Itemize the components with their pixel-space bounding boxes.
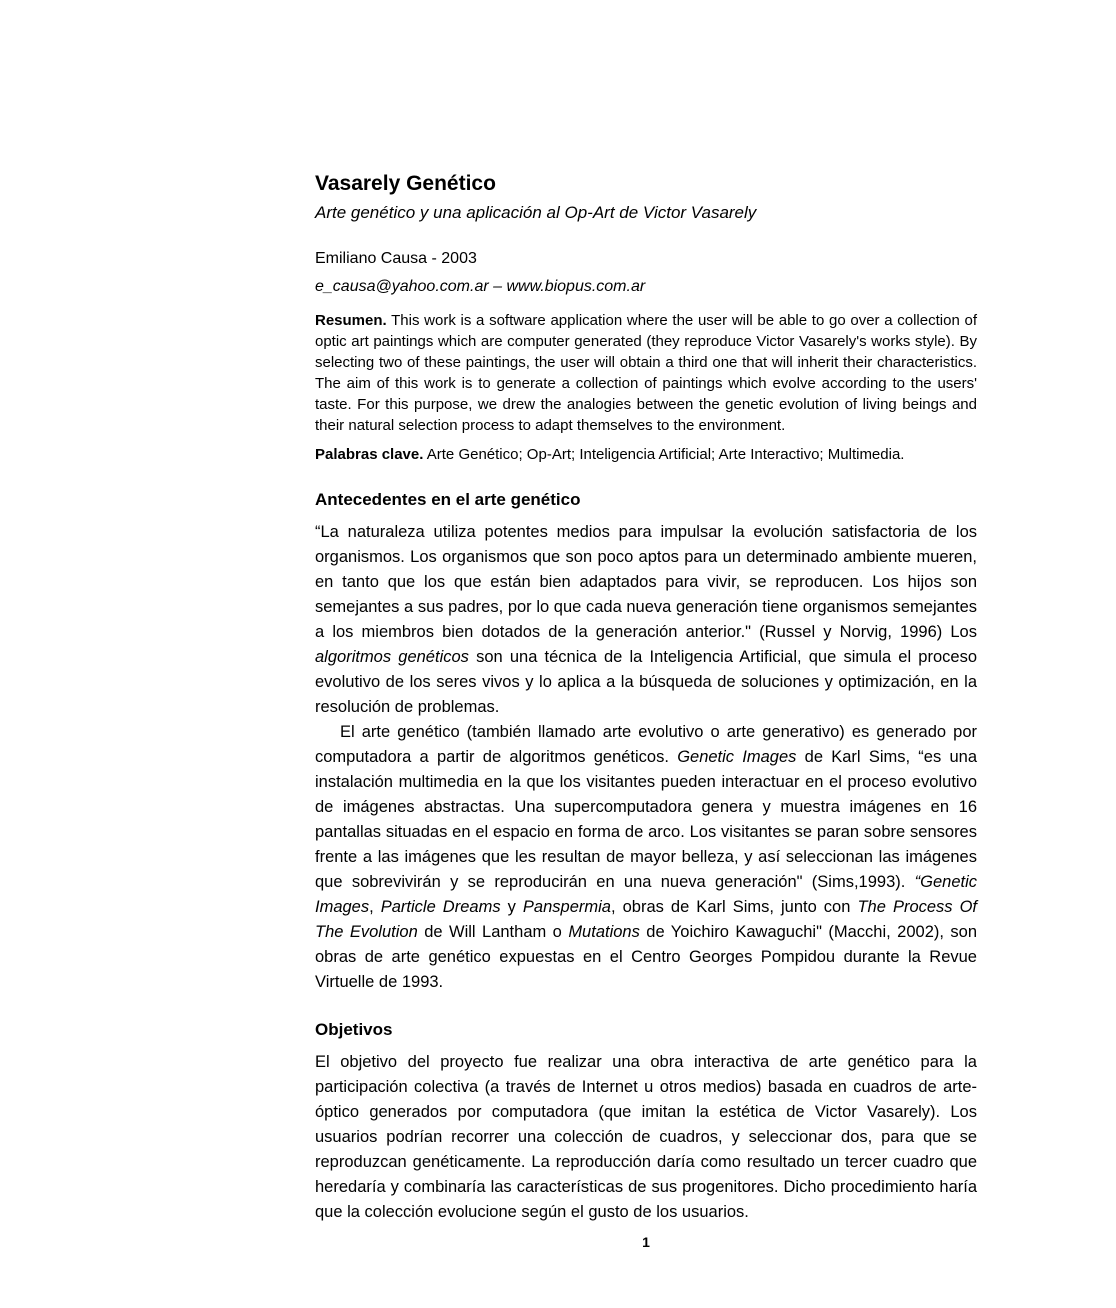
page-number: 1 <box>642 1234 650 1250</box>
italic-text-run: Mutations <box>568 923 640 941</box>
text-run: El objetivo del proyecto fue realizar una obra interactiva de arte genético para la participación colectiva (a través de Internet u otros medios) basada en cuadros de arte-óptico generados por computadora (que imitan la estética de Victor Vasarely). Los usuarios podrían recorrer una colección de cuadros, y seleccionar dos, para que se reproduzcan genéticamente. La reproducción daría como resultado un tercer cuadro que heredaría y combinaría las características de sus progenitores. Dicho procedimiento haría que la colección evolucione según el gusto de los usuarios. <box>315 1053 977 1221</box>
body-paragraph <box>315 720 977 995</box>
abstract-label: Resumen. <box>315 312 387 329</box>
text-run: de Yoichiro Kawaguchi" (Macchi, 2002), son obras de arte genético expuestas en el Centro Georges Pompidou durante la Revue Virtuelle de 1993. <box>315 923 977 991</box>
italic-text-run: Particle Dreams <box>380 898 501 916</box>
italic-text-run: algoritmos genéticos <box>315 648 469 666</box>
body-paragraph <box>315 1050 977 1225</box>
italic-text-run: The Process Of The Evolution <box>315 898 978 941</box>
document-subtitle: Arte genético y una aplicación al Op-Art de Victor Vasarely <box>315 203 757 222</box>
section-heading-1: Objetivos <box>315 1020 393 1039</box>
keywords-paragraph <box>315 444 977 465</box>
text-run: de Will Lantham o <box>417 923 569 941</box>
italic-text-run: “Genetic Images <box>315 873 977 916</box>
body-paragraph <box>315 520 977 720</box>
section-heading-0: Antecedentes en el arte genético <box>315 490 581 509</box>
author-line: Emiliano Causa - 2003 <box>315 250 477 267</box>
text-run: El arte genético (también llamado arte evolutivo o arte generativo) es generado por computadora a partir de algoritmos genéticos. <box>315 723 977 766</box>
text-run: “La naturaleza utiliza potentes medios para impulsar la evolución satisfactoria de los organismos. Los organismos que son poco aptos para un determinado ambiente mueren, en tanto que los que están bien adaptados para vivir, se reproducen. Los hijos son semejantes a sus padres, por lo que cada nueva generación tiene organismos semejantes a los miembros bien dotados de la generación anterior." (Russel y Norvig, 1996) Los <box>315 523 977 641</box>
text-run: de Karl Sims, “es una instalación multimedia en la que los visitantes pueden interactuar en el proceso evolutivo de imágenes abstractas. Una supercomputadora genera y muestra imágenes en 16 pantallas situadas en el espacio en forma de arco. Los visitantes se paran sobre sensores frente a las imágenes que les resultan de mayor belleza, y así seleccionan las imágenes que sobrevivirán y se reproducirán en una nueva generación" (Sims,1993). <box>315 748 977 891</box>
italic-text-run: Genetic Images <box>677 748 797 766</box>
keywords-label: Palabras clave. <box>315 446 424 463</box>
text-run: y <box>500 898 523 916</box>
text-column <box>315 172 977 1225</box>
keywords-text: Arte Genético; Op-Art; Inteligencia Artificial; Arte Interactivo; Multimedia. <box>423 446 905 463</box>
abstract-paragraph <box>315 310 977 436</box>
text-run: , obras de Karl Sims, junto con <box>610 898 858 916</box>
text-run: , <box>369 898 381 916</box>
document-sections <box>315 490 977 1225</box>
text-run: son una técnica de la Inteligencia Artificial, que simula el proceso evolutivo de los seres vivos y lo aplica a la búsqueda de soluciones y optimización, en la resolución de problemas. <box>315 648 978 716</box>
document-title: Vasarely Genético <box>315 172 496 195</box>
contact-line: e_causa@yahoo.com.ar – www.biopus.com.ar <box>315 278 646 295</box>
italic-text-run: Panspermia <box>522 898 611 916</box>
abstract-text: This work is a software application where the user will be able to go over a collection of optic art paintings which are computer generated (they reproduce Victor Vasarely's works style). By selecting two of these paintings, the user will obtain a third one that will inherit their characteristics. The aim of this work is to generate a collection of paintings which evolve according to the users' taste. For this purpose, we drew the analogies between the genetic evolution of living beings and their natural selection process to adapt themselves to the environment. <box>315 312 977 434</box>
